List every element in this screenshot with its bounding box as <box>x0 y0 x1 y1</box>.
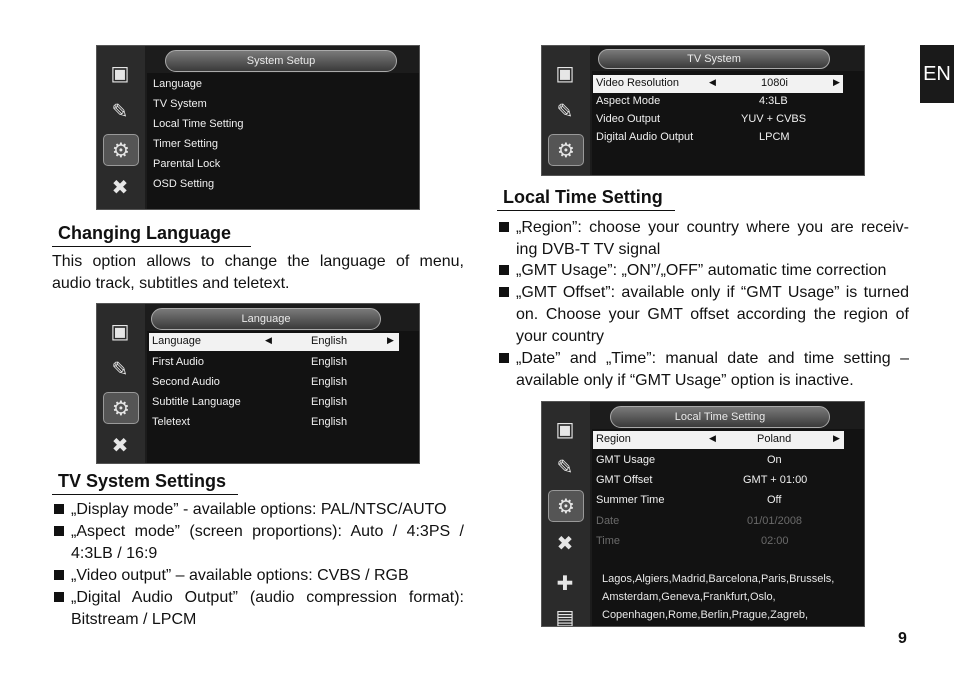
menu-item: TV System <box>153 98 207 110</box>
subtitle-language-row: Subtitle Language English <box>152 396 348 408</box>
body-line: audio track, subtitles and teletext. <box>52 275 290 292</box>
osd-title: Language <box>151 308 381 330</box>
osd-title: Local Time Setting <box>610 406 830 428</box>
picture-icon: ▣ <box>110 61 130 85</box>
tools-icon: ✎ <box>556 455 574 479</box>
gears-icon: ⚙ <box>103 392 139 424</box>
language-tab: EN <box>920 45 954 103</box>
osd-language-screenshot <box>96 303 420 464</box>
aspect-mode-row: Aspect Mode 4:3LB <box>596 95 788 107</box>
picture-icon: ▣ <box>555 417 575 441</box>
bullet-item: „Aspect mode” (screen proportions): Auto / 4:3PS / 4:3LB / 16:9 <box>54 521 466 565</box>
digital-audio-output-row: Digital Audio Output LPCM <box>596 131 790 143</box>
gmt-usage-row: GMT Usage On <box>596 454 782 466</box>
time-row: Time 02:00 <box>596 535 789 547</box>
wrench-icon: ✖ <box>111 433 129 457</box>
bullet-item: „Date” and „Time”: manual date and time setting – available only if “GMT Usage” option is inactive. <box>499 348 911 392</box>
menu-item: Local Time Setting <box>153 118 244 130</box>
gears-icon: ⚙ <box>548 134 584 166</box>
page-number: 9 <box>898 630 907 647</box>
tools-icon: ✎ <box>111 357 129 381</box>
section-heading: Changing Language <box>52 223 251 247</box>
section-heading: Local Time Setting <box>497 187 675 211</box>
menu-item: OSD Setting <box>153 178 215 190</box>
wrench-icon: ✖ <box>556 531 574 555</box>
second-audio-row: Second Audio English <box>152 376 348 388</box>
menu-item: Timer Setting <box>153 138 219 150</box>
section-heading: TV System Settings <box>52 471 238 495</box>
video-resolution-row: Video Resolution ◀ 1080i ▶ <box>593 75 843 93</box>
city-line: Amsterdam,Geneva,Frankfurt,Oslo, <box>602 591 776 603</box>
bullet-item: „GMT Usage”: „ON”/„OFF” automatic time correction <box>499 260 911 282</box>
gears-icon: ⚙ <box>103 134 139 166</box>
tools-icon: ✎ <box>111 99 129 123</box>
first-audio-row: First Audio English <box>152 356 348 368</box>
city-line: Lagos,Algiers,Madrid,Barcelona,Paris,Brussels, <box>602 573 835 585</box>
menu-item: Language <box>153 78 202 90</box>
osd-title: TV System <box>598 49 830 69</box>
osd-tv-system-screenshot <box>541 45 865 176</box>
bullet-item: „Region”: choose your country where you are receiv- ing DVB-T TV signal <box>499 217 911 261</box>
clapper-icon: ▤ <box>555 605 575 627</box>
gamepad-icon: ✚ <box>556 571 574 595</box>
gears-icon: ⚙ <box>548 490 584 522</box>
body-line: This option allows to change the language of menu, <box>52 253 464 270</box>
picture-icon: ▣ <box>555 61 575 85</box>
menu-item: Parental Lock <box>153 158 221 170</box>
date-row: Date 01/01/2008 <box>596 515 803 527</box>
bullet-item: „Digital Audio Output” (audio compression format): Bitstream / LPCM <box>54 587 466 631</box>
osd-local-time-screenshot <box>541 401 865 627</box>
gmt-offset-row: GMT Offset GMT + 01:00 <box>596 474 808 486</box>
wrench-icon: ✖ <box>111 175 129 199</box>
bullet-item: „GMT Offset”: available only if “GMT Usage” is turned on. Choose your GMT offset according the region of your country <box>499 282 911 348</box>
video-output-row: Video Output YUV + CVBS <box>596 113 807 125</box>
city-list <box>602 570 834 624</box>
language-row: Language ◀ English ▶ <box>149 333 399 351</box>
summer-time-row: Summer Time Off <box>596 494 782 506</box>
osd-system-setup-screenshot <box>96 45 420 210</box>
bullet-item: „Video output” – available options: CVBS / RGB <box>54 565 466 587</box>
city-line: Copenhagen,Rome,Berlin,Prague,Zagreb, <box>602 609 809 621</box>
osd-title: System Setup <box>165 50 397 72</box>
bullet-item: „Display mode” - available options: PAL/NTSC/AUTO <box>54 499 466 521</box>
teletext-row: Teletext English <box>152 416 348 428</box>
tools-icon: ✎ <box>556 99 574 123</box>
region-row: Region ◀ Poland ▶ <box>593 431 844 449</box>
picture-icon: ▣ <box>110 319 130 343</box>
